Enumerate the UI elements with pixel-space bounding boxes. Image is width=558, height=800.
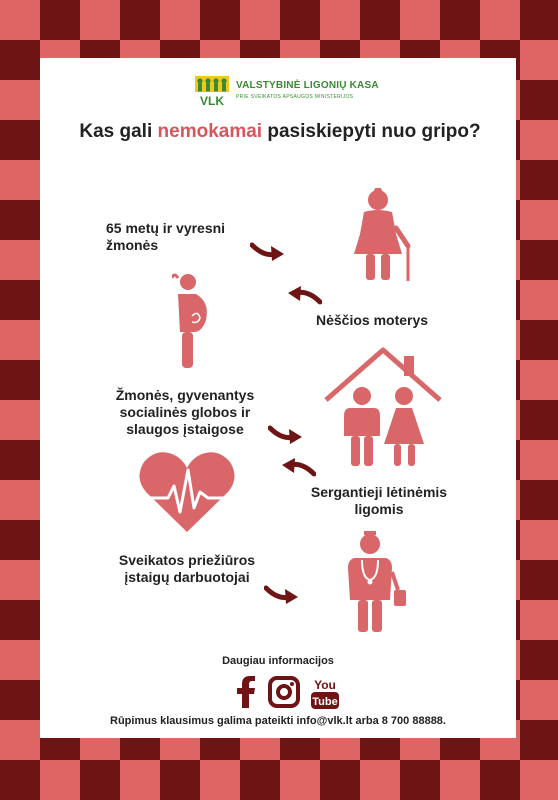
arrow-right-icon <box>250 241 286 263</box>
care-home-couple-icon <box>322 344 444 472</box>
arrow-left-icon <box>286 284 322 306</box>
logo-mark-text: VLK <box>200 94 224 108</box>
group-chronic-label: Sergantieji lėtinėmis ligomis <box>310 484 448 517</box>
arrow-left-icon <box>280 456 316 478</box>
medical-worker-icon <box>328 530 412 636</box>
elderly-woman-icon <box>346 188 416 284</box>
page-title <box>70 120 490 144</box>
group-pregnant-label: Nėščios moterys <box>316 312 429 328</box>
vlk-logo-icon <box>194 74 230 108</box>
more-info-heading: Daugiau informacijos <box>222 655 334 667</box>
title-highlight: nemokamai <box>157 121 263 142</box>
group-seniors-label: 65 metų ir vyresni žmonės <box>106 220 226 253</box>
group-healthcare-label: Sveikatos priežiūros įstaigų darbuotojai <box>118 552 256 585</box>
logo-title: VALSTYBINĖ LIGONIŲ KASA <box>236 80 379 91</box>
arrow-right-icon <box>268 424 304 446</box>
youtube-top-text: You <box>314 678 336 692</box>
arrow-right-icon <box>264 584 300 606</box>
logo-subtitle: PRIE SVEIKATOS APSAUGOS MINISTERIJOS <box>236 94 354 100</box>
title-part2: pasiskiepyti nuo gripo? <box>262 121 481 142</box>
youtube-icon[interactable] <box>310 676 340 710</box>
contact-footer: Rūpimus klausimus galima pateikti info@vlk.lt arba 8 700 88888. <box>110 715 446 727</box>
heart-pulse-icon <box>138 448 236 536</box>
facebook-icon[interactable] <box>236 676 256 708</box>
youtube-bottom-text: Tube <box>312 696 338 708</box>
group-social-care-label: Žmonės, gyvenantys socialinės globos ir slaugos įstaigose <box>115 387 255 437</box>
poster-card <box>40 58 516 738</box>
pregnant-woman-icon <box>172 270 212 370</box>
instagram-icon[interactable] <box>268 676 300 708</box>
title-part1: Kas gali <box>79 121 158 142</box>
